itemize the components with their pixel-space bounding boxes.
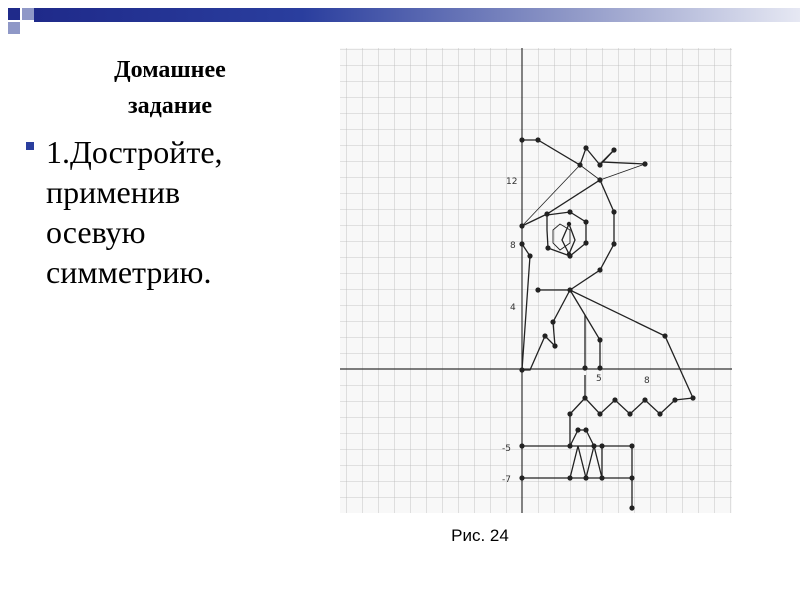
header-bar xyxy=(34,8,800,22)
y-tick-4: 4 xyxy=(510,303,516,313)
title-line-2: задание xyxy=(127,93,213,119)
figure-caption: Рис. 24 xyxy=(451,526,509,545)
y-tick-12: 12 xyxy=(506,177,518,187)
title-line-1: Домашнее xyxy=(114,57,226,83)
x-tick-8: 8 xyxy=(644,376,650,386)
corner-square-light-2 xyxy=(8,22,20,34)
slide-title xyxy=(60,52,280,124)
y-tick-8: 8 xyxy=(510,241,516,251)
y-tick-neg5: -5 xyxy=(502,444,511,454)
corner-square-dark xyxy=(8,8,20,20)
bullet-icon xyxy=(26,142,34,150)
corner-square-light xyxy=(22,8,34,20)
x-tick-5: 5 xyxy=(596,374,602,384)
task-line-4: симметрию. xyxy=(46,254,212,290)
task-line-3: осевую xyxy=(46,214,146,250)
task-line-1: 1.Достройте, xyxy=(46,134,223,170)
graph-figure xyxy=(340,48,732,513)
task-text xyxy=(46,132,306,292)
task-line-2: применив xyxy=(46,174,181,210)
y-tick-neg7: -7 xyxy=(502,475,511,485)
